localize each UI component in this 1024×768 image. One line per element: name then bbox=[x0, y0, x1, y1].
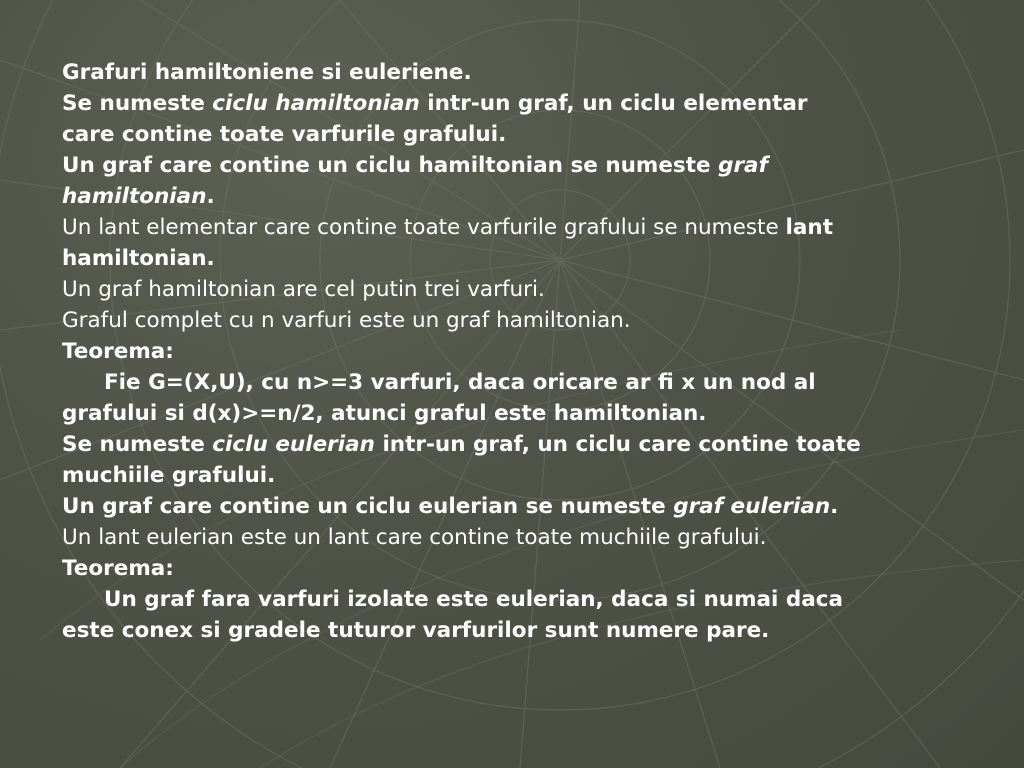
definition-hamiltonian-path: Un lant elementar care contine toate varfurile grafului se numeste lant bbox=[62, 215, 834, 240]
slide-title: Grafuri hamiltoniene si euleriene. bbox=[62, 60, 472, 85]
definition-eulerian-path: Un lant eulerian este un lant care contine toate muchiile grafului. bbox=[62, 525, 767, 550]
term-eulerian-graph: graf eulerian bbox=[673, 494, 831, 519]
theorem-label-1: Teorema: bbox=[62, 339, 174, 364]
definition-eulerian-graph: Un graf care contine un ciclu eulerian se numeste graf eulerian. bbox=[62, 494, 839, 519]
theorem-label-2: Teorema: bbox=[62, 556, 174, 581]
term-graph: graf bbox=[718, 153, 768, 178]
statement-complete-graph: Graful complet cu n varfuri este un graf hamiltonian. bbox=[62, 308, 631, 333]
definition-eulerian-cycle: Se numeste ciclu eulerian intr-un graf, un ciclu care contine toate bbox=[62, 432, 861, 457]
definition-hamiltonian-graph-cont: hamiltonian. bbox=[62, 184, 215, 209]
theorem-1-text-cont: grafului si d(x)>=n/2, atunci graful este hamiltonian. bbox=[62, 401, 707, 426]
statement-three-vertices: Un graf hamiltonian are cel putin trei varfuri. bbox=[62, 277, 545, 302]
slide-text-body bbox=[62, 57, 1012, 646]
theorem-2-text-cont: este conex si gradele tuturor varfurilor sunt numere pare. bbox=[62, 618, 770, 643]
theorem-1-text: Fie G=(X,U), cu n>=3 varfuri, daca oricare ar fi x un nod al bbox=[104, 370, 816, 395]
theorem-2-text: Un graf fara varfuri izolate este eulerian, daca si numai daca bbox=[104, 587, 843, 612]
term-hamiltonian: hamiltonian bbox=[62, 184, 207, 209]
definition-hamiltonian-cycle: Se numeste ciclu hamiltonian intr-un graf, un ciclu elementar bbox=[62, 91, 808, 116]
definition-hamiltonian-path-cont: hamiltonian. bbox=[62, 246, 215, 271]
definition-eulerian-cycle-cont: muchiile grafului. bbox=[62, 463, 276, 488]
term-hamiltonian-cycle: ciclu hamiltonian bbox=[212, 91, 420, 116]
term-path: lant bbox=[785, 215, 834, 240]
definition-hamiltonian-graph: Un graf care contine un ciclu hamiltonian se numeste graf bbox=[62, 153, 768, 178]
term-eulerian-cycle: ciclu eulerian bbox=[212, 432, 375, 457]
definition-hamiltonian-cycle-cont: care contine toate varfurile grafului. bbox=[62, 122, 507, 147]
